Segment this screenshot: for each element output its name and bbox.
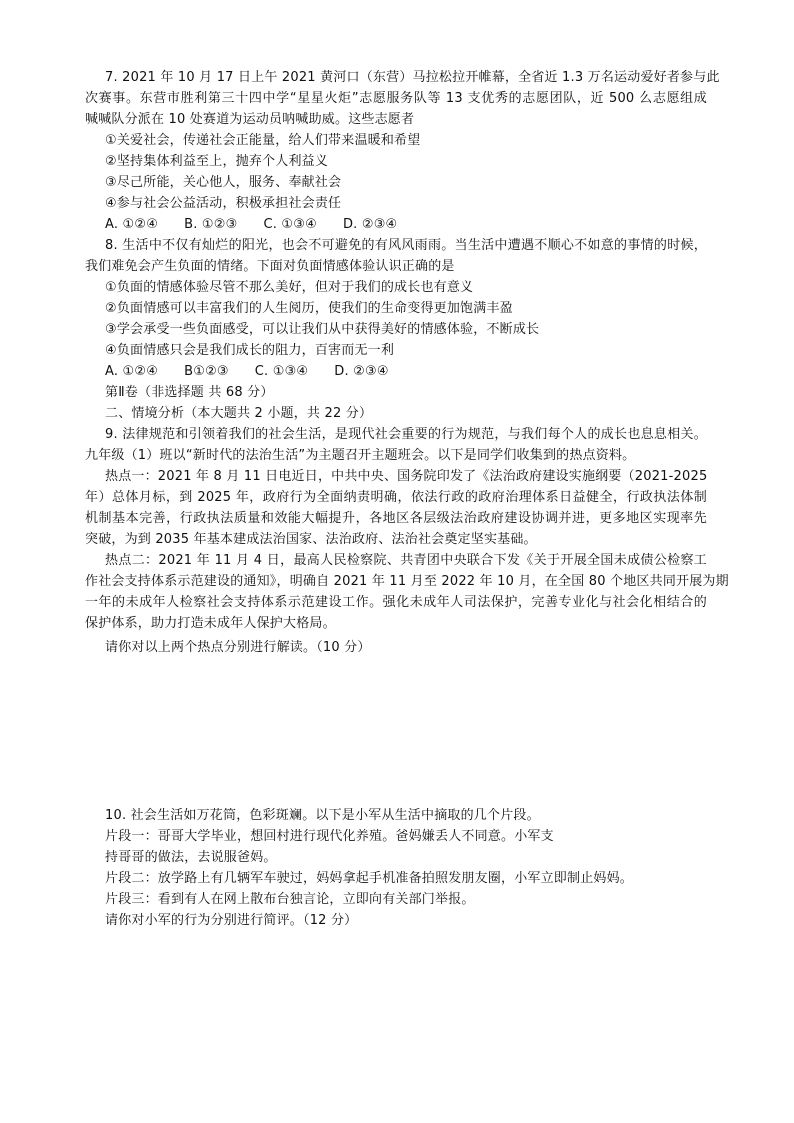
q7-options (105, 215, 423, 235)
q9-line-1: 9. 法律规范和引领着我们的社会生活，是现代社会重要的行为规范，与我们每个人的成长也息息相关。 (105, 427, 707, 442)
q9-hot1-line-1: 热点一：2021 年 8 月 11 日电近日，中共中央、国务院印发了《法治政府建设实施纲要（2021-2025 (105, 469, 708, 484)
q7-option-a: A. ①②④ (105, 217, 159, 232)
q8-option-d: D. ②③④ (334, 364, 389, 379)
q9-hot1-line-3: 机制基本完善，行政执法质量和效能大幅提升，各地区各层级法治政府建设协调并进，更多地区实现率先 (85, 511, 707, 526)
q9-hot1-line-4: 突破，为到 2035 年基本建成法治国家、法治政府、法治社会奠定坚实基础。 (85, 532, 537, 547)
q9-hot2-line-4: 保护体系，助力打造未成年人保护大格局。 (85, 616, 336, 631)
q9-hot2-line-1: 热点二：2021 年 11 月 4 日，最高人民检察院、共青团中央联合下发《关于开展全国未成债公检察工 (105, 553, 707, 568)
q8-item-1: ①负面的情感体验尽管不那么美好，但对于我们的成长也有意义 (105, 280, 474, 295)
q7-option-c: C. ①③④ (263, 217, 317, 232)
q8-line-2: 我们难免会产生负面的情绪。下面对负面情感体验认识正确的是 (85, 259, 455, 274)
q9-hot1-line-2: 年）总体月标，到 2025 年，政府行为全面纳责明确，依法行政的政府治理体系日益健全，行政执法体制 (85, 490, 707, 505)
q7-line-2: 次赛事。东营市胜利第三十四中学“星星火炬”志愿服务队等 13 支优秀的志愿团队，近 500 么志愿组成 (85, 91, 707, 106)
q9-hot2-line-2: 作社会支持体系示范建设的通知》，明确自 2021 年 11 月至 2022 年 10 月，在全国 80 个地区共同开展为期 (85, 574, 729, 589)
q10-prompt: 请你对小军的行为分别进行简评。（12 分） (105, 913, 358, 928)
q8-item-2: ②负面情感可以丰富我们的人生阅历，使我们的生命变得更加饱满丰盈 (105, 301, 513, 316)
q8-options (105, 362, 415, 382)
q8-option-b: B①②③ (184, 364, 229, 379)
q9-hot2-line-3: 一年的未成年人检察社会支持体系示范建设工作。强化未成年人司法保护，完善专业化与社会化相结合的 (85, 595, 707, 610)
q7-item-1: ①关爱社会，传递社会正能量，给人们带来温暖和希望 (105, 133, 421, 148)
q10-segment-1a: 片段一：哥哥大学毕业，想回村进行现代化养殖。爸妈嫌丢人不同意。小军支 (105, 829, 554, 844)
q7-option-b: B. ①②③ (184, 217, 238, 232)
section-heading: 二、情境分析（本大题共 2 小题，共 22 分） (105, 406, 373, 421)
q9-prompt: 请你对以上两个热点分别进行解读。（10 分） (105, 640, 371, 655)
q10-segment-1b: 持哥哥的做法，去说服爸妈。 (105, 850, 277, 865)
q7-option-d: D. ②③④ (342, 217, 398, 232)
q9-line-2: 九年级（1）班以“新时代的法治生活”为主题召开主题班会。以下是同学们收集到的热点资料。 (85, 448, 636, 463)
q8-item-3: ③学会承受一些负面感受，可以让我们从中获得美好的情感体验，不断成长 (105, 322, 540, 337)
q10-line-1: 10. 社会生活如万花筒，色彩斑斓。以下是小军从生活中摘取的几个片段。 (105, 808, 540, 823)
q8-line-1: 8. 生活中不仅有灿烂的阳光，也会不可避免的有风风雨雨。当生活中遭遇不顺心不如意的事情的时候， (105, 238, 707, 253)
q7-item-4: ④参与社会公益活动，积极承担社会责任 (105, 196, 342, 211)
q7-item-3: ③尽己所能，关心他人，服务、奉献社会 (105, 175, 342, 190)
q8-option-a: A. ①②④ (105, 364, 159, 379)
q8-option-c: C. ①③④ (254, 364, 309, 379)
q7-line-3: 喊喊队分派在 10 处赛道为运动员呐喊助威。这些志愿者 (85, 112, 415, 127)
q8-item-4: ④负面情感只会是我们成长的阻力，百害而无一利 (105, 343, 395, 358)
part-2-title: 第Ⅱ卷（非选择题 共 68 分） (105, 385, 274, 400)
q7-item-2: ②坚持集体利益至上，抛弃个人利益义 (105, 154, 329, 169)
q10-segment-2: 片段二：放学路上有几辆军车驶过，妈妈拿起手机准备拍照发朋友圈，小军立即制止妈妈。 (105, 871, 634, 886)
q10-segment-3: 片段三：看到有人在网上散布台独言论，立即向有关部门举报。 (105, 892, 475, 907)
q7-line-1: 7. 2021 年 10 月 17 日上午 2021 黄河口（东营）马拉松拉开帷幕，全省近 1.3 万名运动爱好者参与此 (105, 70, 720, 85)
